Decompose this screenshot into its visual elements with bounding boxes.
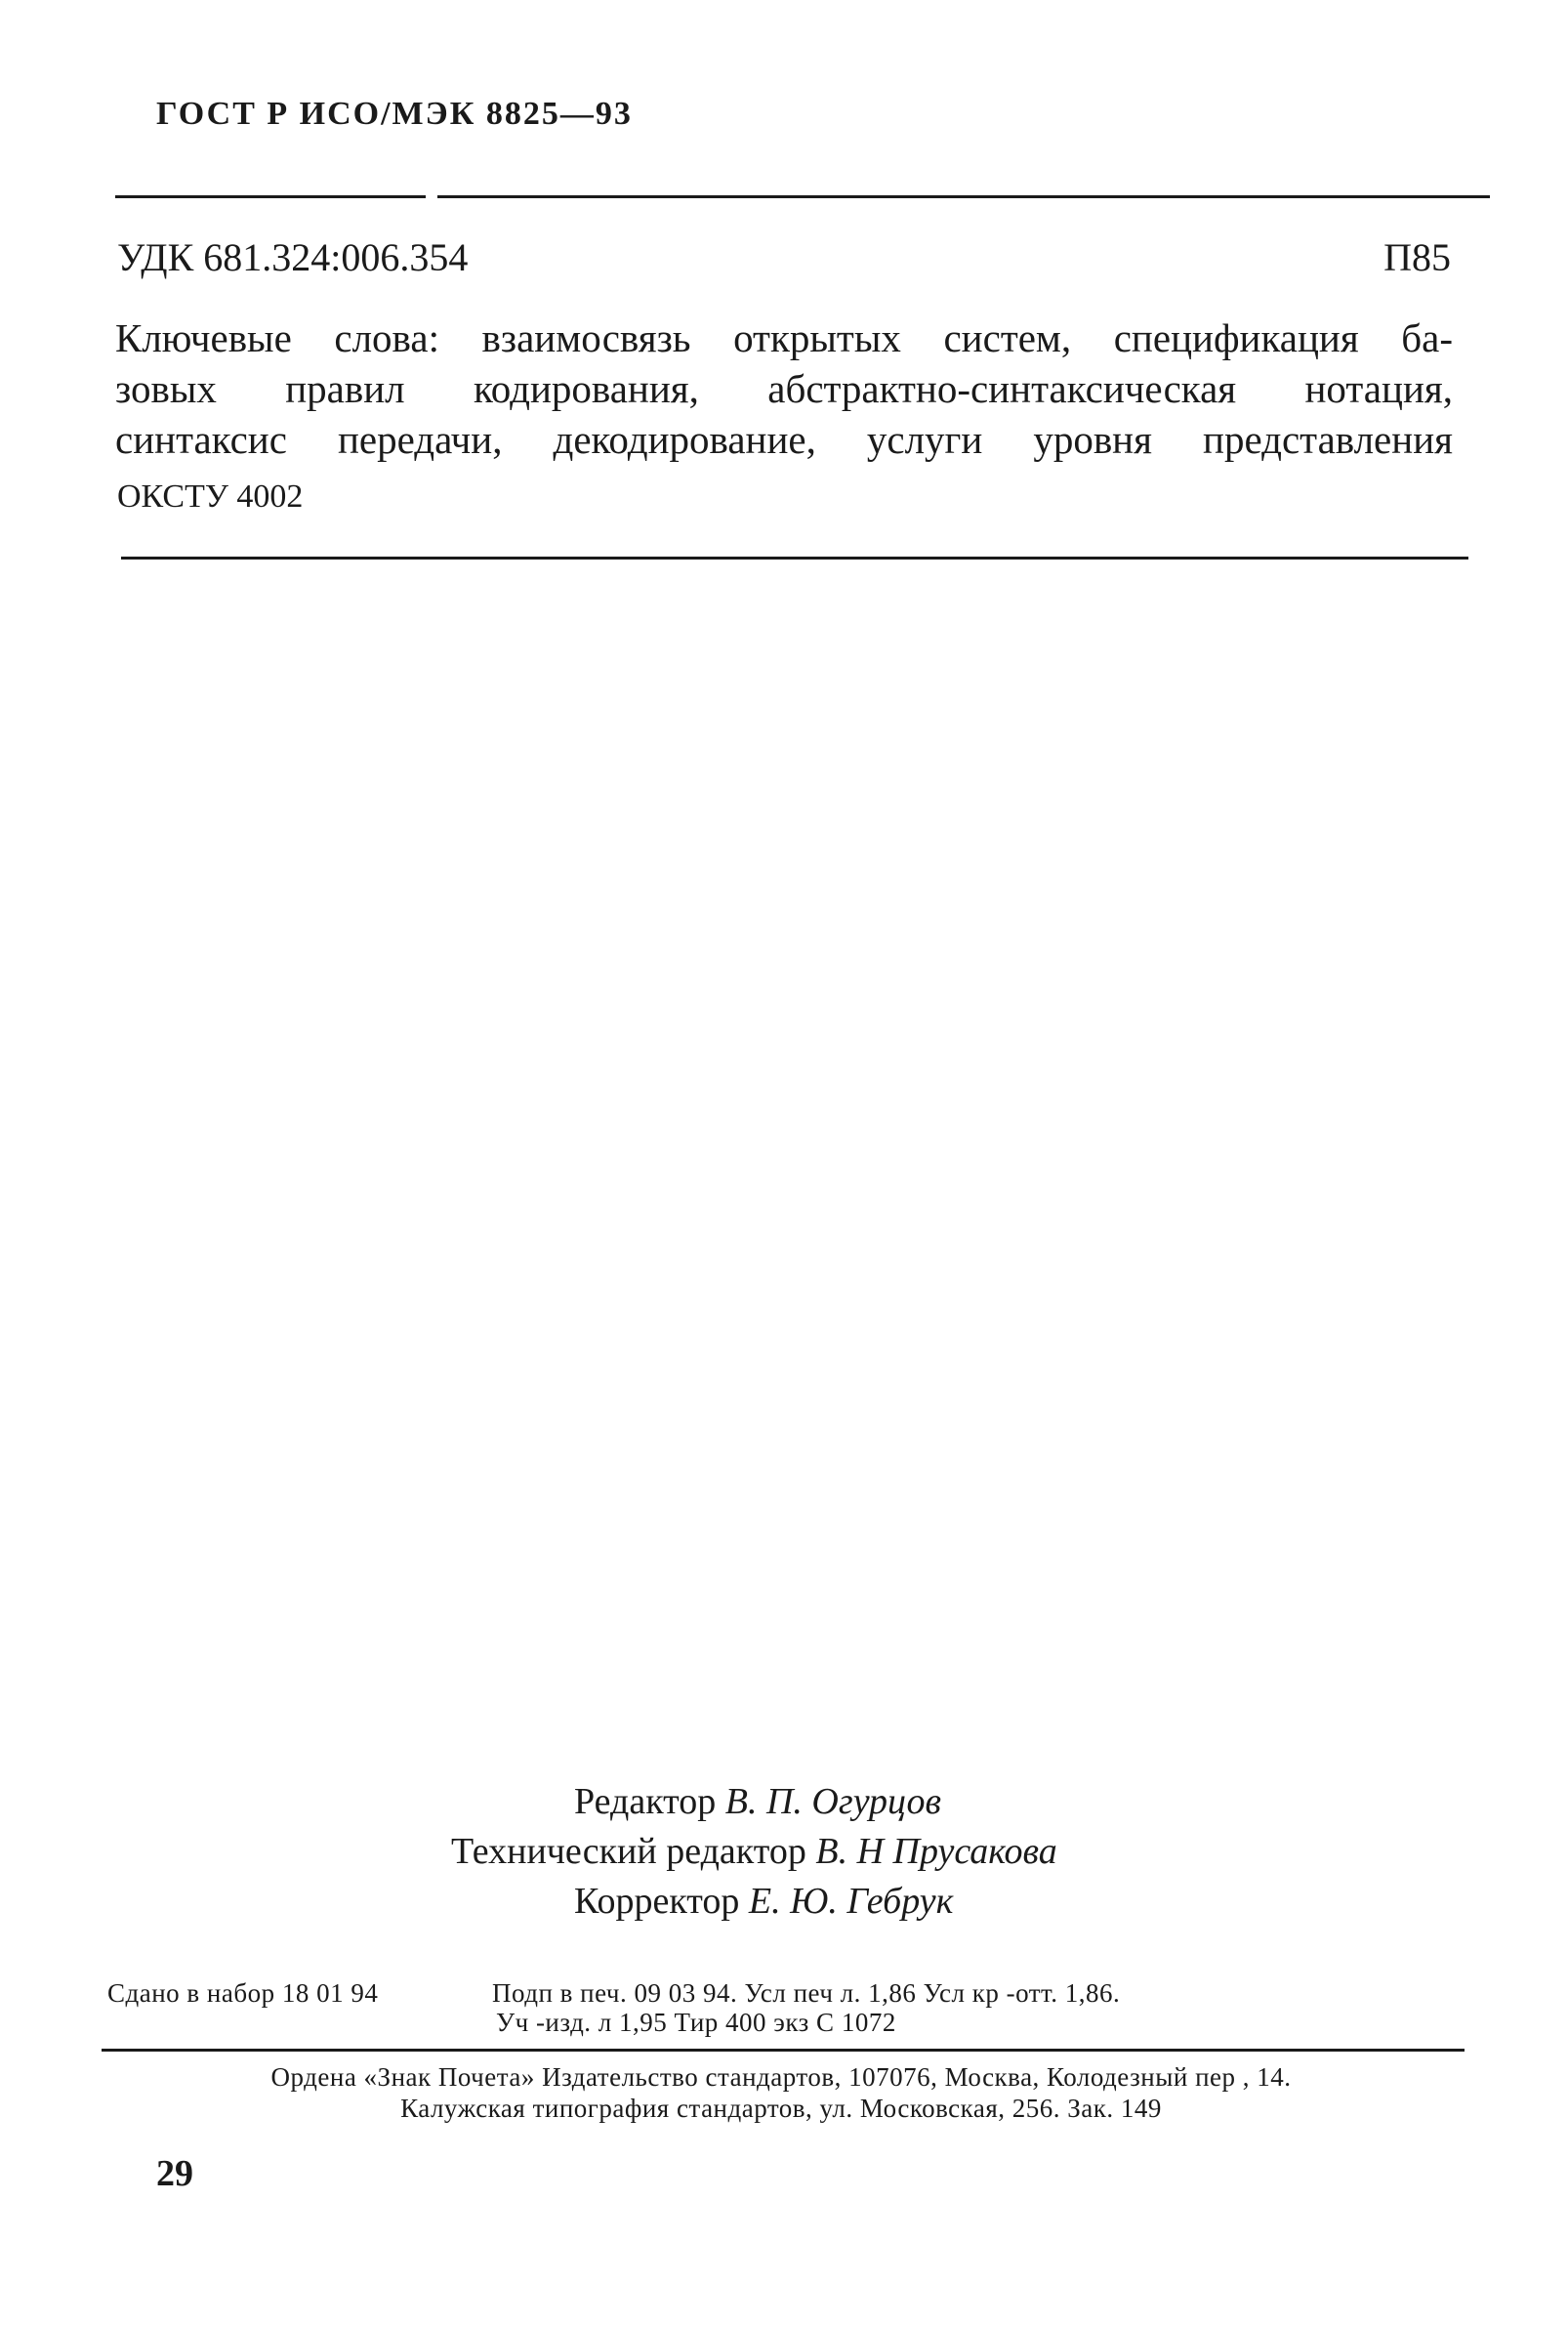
imprint-submitted: Сдано в набор 18 01 94 bbox=[107, 1978, 379, 2008]
section-rule bbox=[121, 557, 1468, 560]
keywords-line: зовых правил кодирования, абстрактно-синтаксическая нотация, bbox=[115, 366, 1453, 411]
page-number: 29 bbox=[156, 2153, 193, 2194]
printing-house-line: Калужская типография стандартов, ул. Московская, 256. Зак. 149 bbox=[400, 2094, 1162, 2123]
editor-role: Редактор bbox=[574, 1781, 717, 1822]
corrector-role: Корректор bbox=[574, 1881, 740, 1922]
corrector-name: Е. Ю. Гебрук bbox=[748, 1881, 954, 1922]
imprint-rule bbox=[102, 2049, 1465, 2052]
tech-editor-line bbox=[0, 1827, 1568, 1877]
corrector-line bbox=[0, 1877, 1568, 1927]
group-code: П85 bbox=[1383, 235, 1451, 279]
imprint-edition-details: Уч -изд. л 1,95 Тир 400 экз С 1072 bbox=[496, 2008, 896, 2037]
header-rule-right bbox=[437, 195, 1490, 198]
keywords-line: синтаксис передачи, декодирование, услуги уровня представления bbox=[115, 417, 1453, 462]
tech-editor-role: Технический редактор bbox=[451, 1831, 806, 1872]
keywords-paragraph bbox=[115, 312, 1453, 465]
publisher-line: Ордена «Знак Почета» Издательство стандартов, 107076, Москва, Колодезный пер , 14. bbox=[270, 2062, 1292, 2092]
credits-block bbox=[0, 1777, 1568, 1927]
imprint-print-details: Подп в печ. 09 03 94. Усл печ л. 1,86 Усл кр -отт. 1,86. bbox=[492, 1978, 1121, 2008]
okstu-code: ОКСТУ 4002 bbox=[117, 478, 304, 515]
keywords-line: Ключевые слова: взаимосвязь открытых систем, спецификация ба- bbox=[115, 315, 1453, 360]
editor-line bbox=[0, 1777, 1568, 1827]
document-header: ГОСТ Р ИСО/МЭК 8825—93 bbox=[156, 96, 633, 132]
header-rule-left bbox=[115, 195, 426, 198]
tech-editor-name: В. Н Прусакова bbox=[815, 1831, 1057, 1872]
udk-code: УДК 681.324:006.354 bbox=[117, 235, 469, 279]
editor-name: В. П. Огурцов bbox=[724, 1781, 942, 1822]
